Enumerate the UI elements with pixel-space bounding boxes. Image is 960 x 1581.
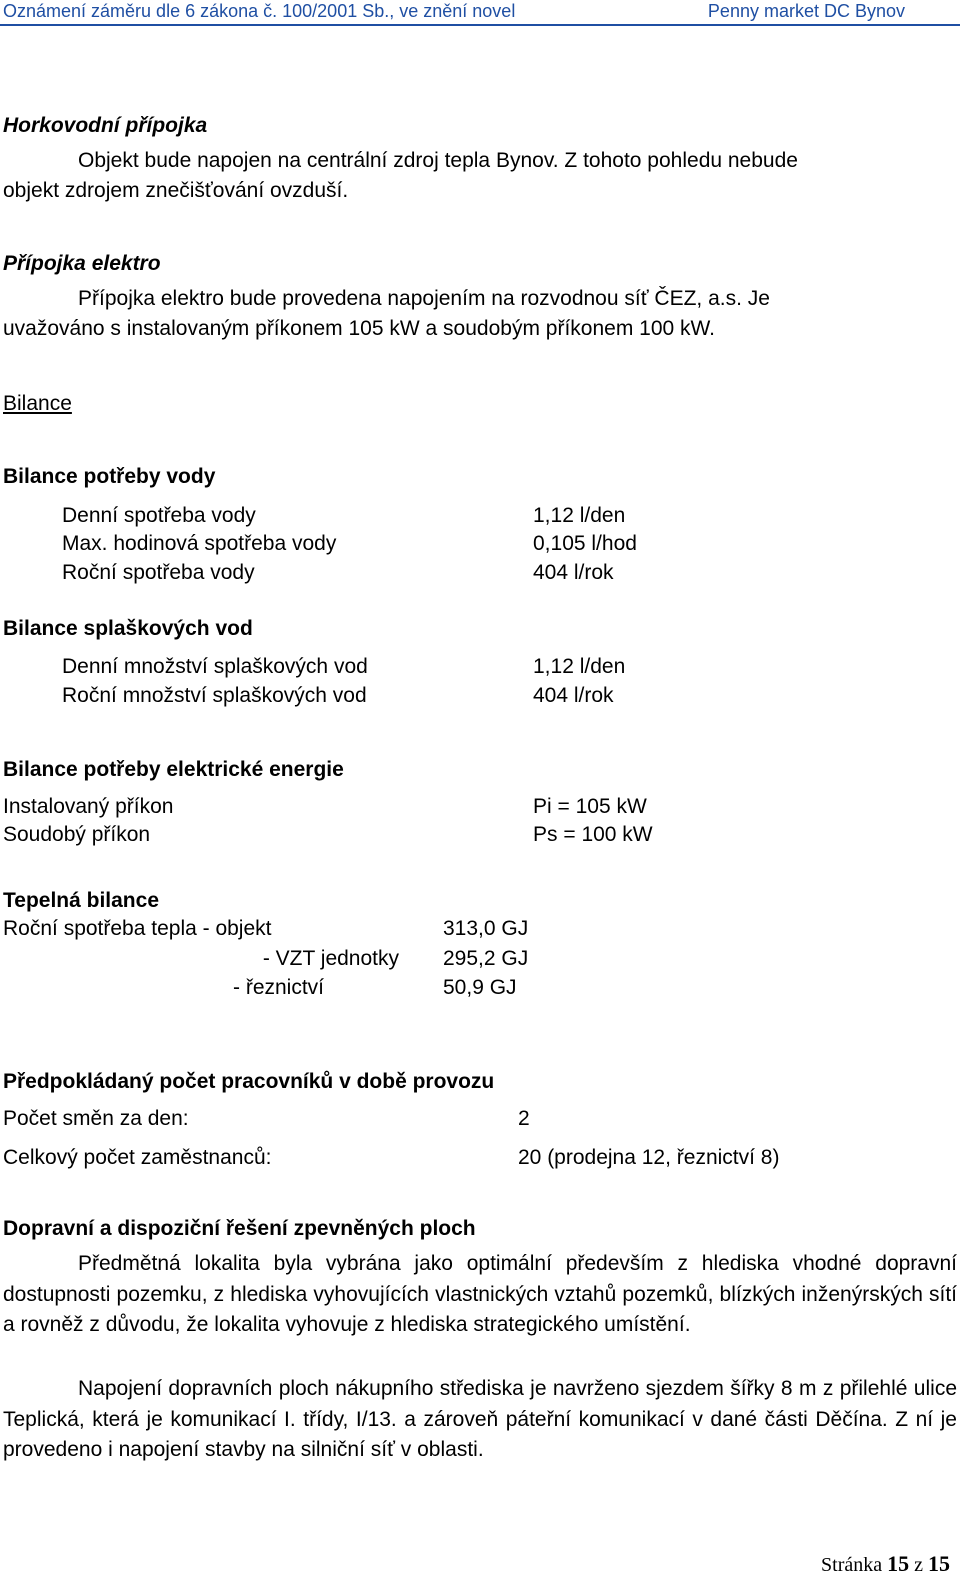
teplo-label-objekt: Roční spotřeba tepla - objekt bbox=[3, 917, 272, 940]
pracovnici-title: Předpokládaný počet pracovníků v době provozu bbox=[3, 1070, 495, 1093]
teplo-value-objekt: 313,0 GJ bbox=[443, 917, 529, 940]
header-document-title: Oznámení záměru dle 6 zákona č. 100/2001 Sb., ve znění novel bbox=[3, 1, 516, 21]
pracovnici-label-employees: Celkový počet zaměstnanců: bbox=[3, 1146, 272, 1169]
section-title-bilance: Bilance bbox=[3, 392, 72, 415]
doprava-title: Dopravní a dispoziční řešení zpevněných ploch bbox=[3, 1217, 476, 1240]
voda-label-hourly: Max. hodinová spotřeba vody bbox=[62, 532, 337, 555]
splasky-title: Bilance splaškových vod bbox=[3, 617, 253, 640]
voda-label-daily: Denní spotřeba vody bbox=[62, 504, 256, 527]
teplo-value-vzt: 295,2 GJ bbox=[443, 947, 529, 970]
energie-label-concurrent: Soudobý příkon bbox=[3, 823, 151, 846]
splasky-label-daily: Denní množství splaškových vod bbox=[62, 655, 368, 678]
teplo-title: Tepelná bilance bbox=[3, 889, 159, 912]
footer-total-pages: 15 bbox=[928, 1551, 950, 1576]
horkovod-line-2: objekt zdrojem znečišťování ovzduší. bbox=[3, 179, 349, 202]
splasky-label-yearly: Roční množství splaškových vod bbox=[62, 684, 367, 707]
voda-value-hourly: 0,105 l/hod bbox=[533, 532, 637, 555]
pracovnici-label-shifts: Počet směn za den: bbox=[3, 1107, 189, 1130]
pracovnici-value-employees: 20 (prodejna 12, řeznictví 8) bbox=[518, 1146, 780, 1169]
energie-title: Bilance potřeby elektrické energie bbox=[3, 758, 344, 781]
energie-label-installed: Instalovaný příkon bbox=[3, 795, 174, 818]
section-title-horkovod: Horkovodní přípojka bbox=[3, 114, 208, 137]
header-project-name: Penny market DC Bynov bbox=[707, 1, 905, 21]
voda-value-daily: 1,12 l/den bbox=[533, 504, 626, 527]
footer-page-number: 15 bbox=[887, 1551, 910, 1576]
elektro-line-2: uvažováno s instalovaným příkonem 105 kW a soudobým příkonem 100 kW. bbox=[3, 317, 716, 340]
energie-value-concurrent: Ps = 100 kW bbox=[533, 823, 653, 846]
doprava-paragraph-1-text: Předmětná lokalita byla vybrána jako optimální především z hlediska vhodné dopravní dostupnosti pozemku, z hlediska vyhovujících vlastnických vztahů pozemků, blízkých inženýrských sítí a rovněž z důvodu, že lokalita vyhovuje z hlediska strategického umístění. bbox=[3, 1252, 957, 1337]
splasky-value-yearly: 404 l/rok bbox=[533, 684, 614, 707]
energie-value-installed: Pi = 105 kW bbox=[533, 795, 647, 818]
pracovnici-value-shifts: 2 bbox=[518, 1107, 530, 1130]
section-title-elektro: Přípojka elektro bbox=[3, 252, 161, 275]
footer-separator: z bbox=[914, 1554, 923, 1576]
footer-prefix: Stránka bbox=[821, 1554, 883, 1576]
elektro-line-1: Přípojka elektro bude provedena napojením na rozvodnou síť ČEZ, a.s. Je bbox=[78, 287, 770, 310]
doprava-paragraph-1 bbox=[3, 1249, 957, 1341]
doprava-paragraph-2-text: Napojení dopravních ploch nákupního střediska je navrženo sjezdem šířky 8 m z přilehlé ulice Teplická, která je komunikací I. třídy, I/13. a zároveň páteřní komunikací v dané části Děčína. Z ní je provedeno i napojení stavby na silniční síť v oblasti. bbox=[3, 1377, 957, 1462]
doprava-paragraph-2 bbox=[3, 1374, 957, 1466]
teplo-label-reznictvi: - řeznictví bbox=[233, 976, 325, 999]
teplo-value-reznictvi: 50,9 GJ bbox=[443, 976, 517, 999]
horkovod-line-1: Objekt bude napojen na centrální zdroj tepla Bynov. Z tohoto pohledu nebude bbox=[78, 149, 798, 172]
teplo-label-vzt: - VZT jednotky bbox=[262, 947, 399, 970]
voda-value-yearly: 404 l/rok bbox=[533, 561, 614, 584]
voda-title: Bilance potřeby vody bbox=[3, 465, 216, 488]
header-rule bbox=[0, 24, 960, 26]
voda-label-yearly: Roční spotřeba vody bbox=[62, 561, 255, 584]
page-footer bbox=[821, 1553, 950, 1575]
splasky-value-daily: 1,12 l/den bbox=[533, 655, 626, 678]
